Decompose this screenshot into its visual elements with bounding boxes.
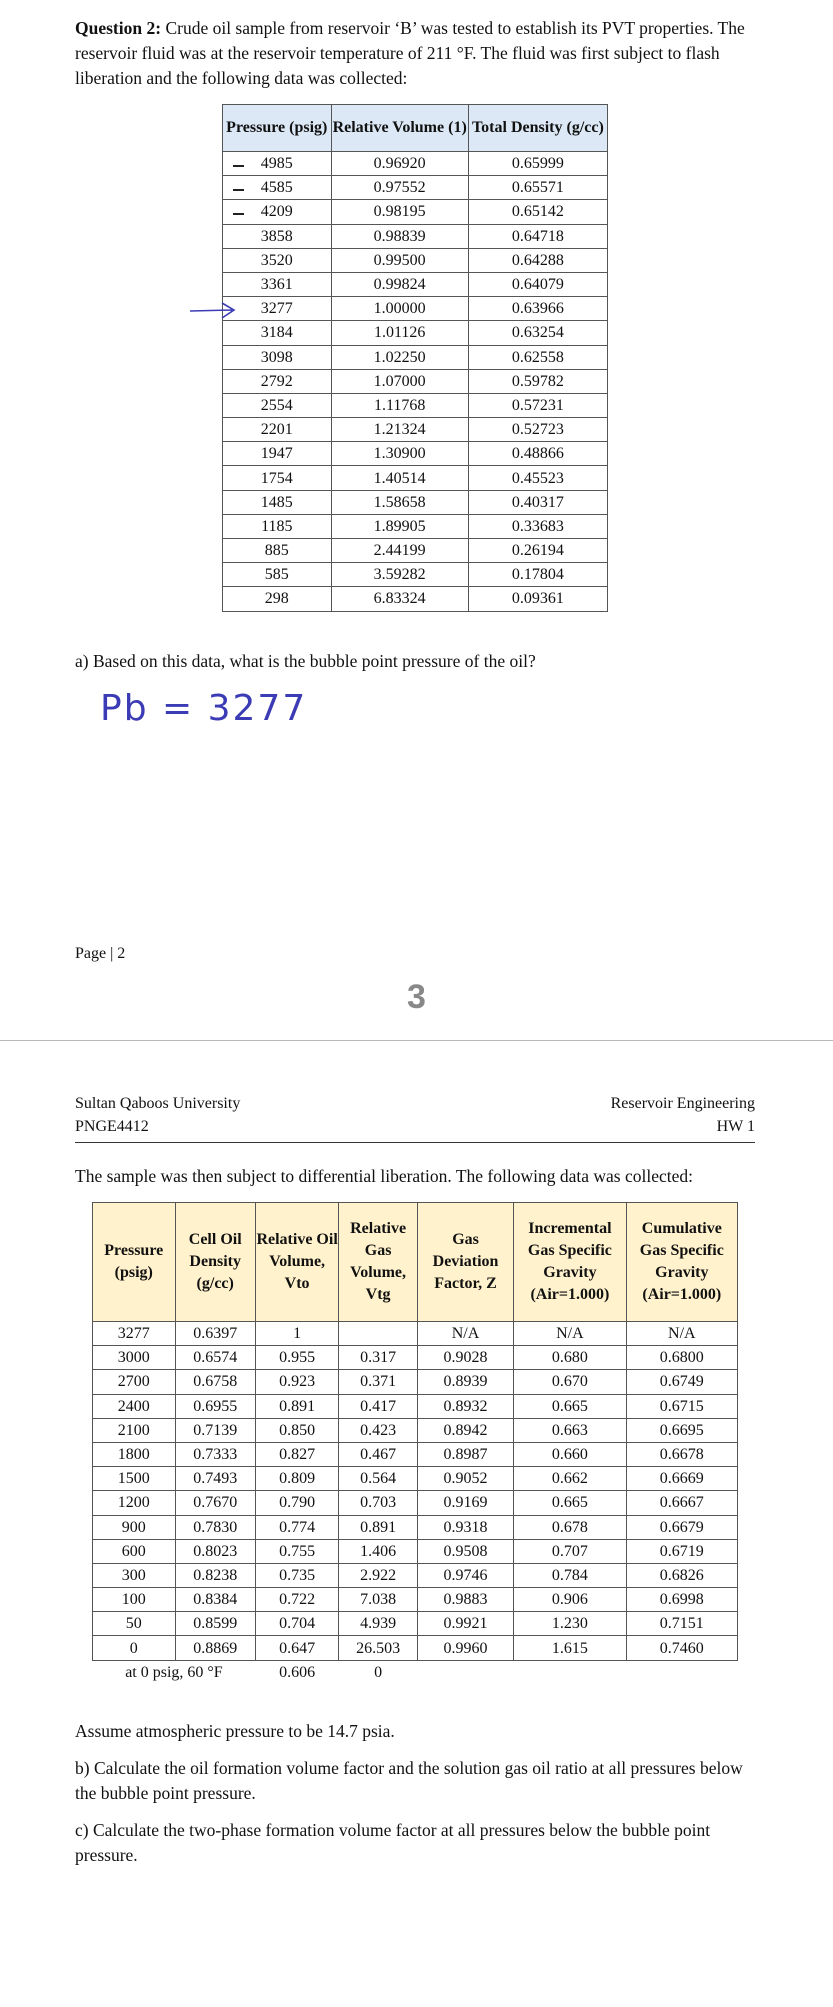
table-cell: 1.21324 <box>331 418 468 442</box>
table-cell: 0.63966 <box>468 297 607 321</box>
table-cell: 0.64079 <box>468 272 607 296</box>
table-cell: 1200 <box>93 1491 176 1515</box>
table-cell: 0.6397 <box>175 1322 255 1346</box>
table-cell: 1485 <box>223 490 332 514</box>
table-row <box>223 152 608 176</box>
table-cell: 0.8023 <box>175 1539 255 1563</box>
question-label: Question 2: <box>75 18 162 38</box>
table-row <box>93 1442 738 1466</box>
table-cell: 1500 <box>93 1467 176 1491</box>
table-cell: 3000 <box>93 1346 176 1370</box>
table-cell: 0.6574 <box>175 1346 255 1370</box>
table-cell: 0.850 <box>255 1418 338 1442</box>
table-cell: 0.417 <box>339 1394 418 1418</box>
table-row <box>93 1491 738 1515</box>
table-row <box>93 1394 738 1418</box>
university-name: Sultan Qaboos University <box>75 1095 241 1112</box>
table-row <box>93 1539 738 1563</box>
table-cell: 0.703 <box>339 1491 418 1515</box>
table-row <box>223 369 608 393</box>
table-cell: 0.33683 <box>468 514 607 538</box>
table-cell: 0.99500 <box>331 248 468 272</box>
table-cell: 0.98839 <box>331 224 468 248</box>
table-cell: 0.6955 <box>175 1394 255 1418</box>
table-cell: 0.63254 <box>468 321 607 345</box>
table-cell: 0.680 <box>514 1346 626 1370</box>
table-cell: 0.9052 <box>417 1467 513 1491</box>
table-cell: 0.64718 <box>468 224 607 248</box>
table-cell: 0.7460 <box>626 1636 737 1660</box>
table-cell: 1.406 <box>339 1539 418 1563</box>
table-cell: 0.784 <box>514 1563 626 1587</box>
question-body: Crude oil sample from reservoir ‘B’ was tested to establish its PVT properties. The reservoir fluid was at the reservoir temperature of 211 °F. The fluid was first subject to flash liberation and the following data was collected: <box>75 18 745 88</box>
table-row <box>93 1636 738 1660</box>
differential-liberation-table <box>92 1202 738 1684</box>
page-header-right <box>611 1092 755 1138</box>
diff-header-relative-oil-volume: Relative Oil Volume, Vto <box>255 1203 338 1322</box>
table-cell: 0.9508 <box>417 1539 513 1563</box>
table-row <box>223 248 608 272</box>
table-cell: 4.939 <box>339 1612 418 1636</box>
table-row <box>223 224 608 248</box>
table-cell: 6.83324 <box>331 587 468 611</box>
table-cell: 0.9883 <box>417 1588 513 1612</box>
diff-header-gas-deviation: Gas Deviation Factor, Z <box>417 1203 513 1322</box>
table-cell: at 0 psig, 60 °F <box>125 1663 223 1681</box>
table-cell: 0 <box>374 1663 383 1681</box>
table-cell: 7.038 <box>339 1588 418 1612</box>
diff-header-cumulative-sg: Cumulative Gas Specific Gravity (Air=1.000) <box>626 1203 737 1322</box>
table-row <box>223 345 608 369</box>
table-cell: 0.97552 <box>331 176 468 200</box>
table-cell: 2.44199 <box>331 539 468 563</box>
table-cell: N/A <box>514 1322 626 1346</box>
table-cell: 2400 <box>93 1394 176 1418</box>
table-row <box>223 321 608 345</box>
diff-header-oil-density: Cell Oil Density (g/cc) <box>175 1203 255 1322</box>
table-cell: 0.7670 <box>175 1491 255 1515</box>
table-cell: 0.665 <box>514 1394 626 1418</box>
table-cell: 1.00000 <box>331 297 468 321</box>
table-cell <box>417 1660 737 1684</box>
table-cell: 1.01126 <box>331 321 468 345</box>
table-cell: 0.722 <box>255 1588 338 1612</box>
table-cell: 0.8238 <box>175 1563 255 1587</box>
table-cell: 1.58658 <box>331 490 468 514</box>
table-cell: 0.6678 <box>626 1442 737 1466</box>
table-cell: 0.6998 <box>626 1588 737 1612</box>
table-row <box>223 466 608 490</box>
table-cell: 100 <box>93 1588 176 1612</box>
table-cell: 0.774 <box>255 1515 338 1539</box>
handwritten-answer: Pb = 3277 <box>100 688 308 729</box>
table-cell: 1.07000 <box>331 369 468 393</box>
table-cell: 0.707 <box>514 1539 626 1563</box>
table-cell: 1185 <box>223 514 332 538</box>
table-row <box>223 272 608 296</box>
table-cell: 0.923 <box>255 1370 338 1394</box>
table-cell: 1.615 <box>514 1636 626 1660</box>
flash-header-total-density: Total Density (g/cc) <box>468 105 607 152</box>
table-cell: 1.02250 <box>331 345 468 369</box>
table-cell: 900 <box>93 1515 176 1539</box>
table-cell: 0.6749 <box>626 1370 737 1394</box>
table-cell: 0.6719 <box>626 1539 737 1563</box>
table-cell: 0.6715 <box>626 1394 737 1418</box>
table-cell: 0.423 <box>339 1418 418 1442</box>
table-cell: 0.7139 <box>175 1418 255 1442</box>
table-cell: 0.9746 <box>417 1563 513 1587</box>
table-cell: 0.6695 <box>626 1418 737 1442</box>
table-cell: 600 <box>93 1539 176 1563</box>
table-cell: 0.96920 <box>331 152 468 176</box>
table-cell: 2554 <box>223 393 332 417</box>
table-cell: 26.503 <box>339 1636 418 1660</box>
flash-header-relative-volume: Relative Volume (1) <box>331 105 468 152</box>
table-cell: 0.48866 <box>468 442 607 466</box>
differential-intro: The sample was then subject to differential liberation. The following data was collected: <box>75 1166 693 1186</box>
table-cell: 0.6800 <box>626 1346 737 1370</box>
table-cell: 0.52723 <box>468 418 607 442</box>
diff-header-relative-gas-volume: Relative Gas Volume, Vtg <box>339 1203 418 1322</box>
table-cell <box>339 1322 418 1346</box>
table-cell: 0.7151 <box>626 1612 737 1636</box>
table-cell: 0.8384 <box>175 1588 255 1612</box>
page-header-left <box>75 1092 240 1138</box>
page-3 <box>0 1040 833 2007</box>
handwritten-dash-mark <box>233 213 244 215</box>
table-cell: 0.663 <box>514 1418 626 1442</box>
table-cell: 0.17804 <box>468 563 607 587</box>
header-rule <box>75 1142 755 1143</box>
table-row <box>93 1418 738 1442</box>
question-text <box>75 16 765 91</box>
table-cell: 4209 <box>223 200 332 224</box>
table-cell: 0.7333 <box>175 1442 255 1466</box>
table-cell: 3520 <box>223 248 332 272</box>
table-cell: 3277 <box>93 1322 176 1346</box>
table-cell: 0.7830 <box>175 1515 255 1539</box>
table-row-standard-conditions <box>93 1660 738 1684</box>
assumption-text: Assume atmospheric pressure to be 14.7 psia. <box>75 1721 395 1741</box>
table-cell: 885 <box>223 539 332 563</box>
table-cell: 0.9169 <box>417 1491 513 1515</box>
table-row <box>223 539 608 563</box>
table-row <box>93 1346 738 1370</box>
table-cell: 2.922 <box>339 1563 418 1587</box>
table-cell: 0 <box>93 1636 176 1660</box>
table-cell: 0.704 <box>255 1612 338 1636</box>
table-cell: 0.45523 <box>468 466 607 490</box>
table-cell: 0.9960 <box>417 1636 513 1660</box>
handwritten-dash-mark <box>233 165 244 167</box>
table-cell: 300 <box>93 1563 176 1587</box>
table-cell: 0.809 <box>255 1467 338 1491</box>
table-cell: 0.64288 <box>468 248 607 272</box>
table-row <box>223 514 608 538</box>
table-cell: 0.8987 <box>417 1442 513 1466</box>
table-cell: 0.65999 <box>468 152 607 176</box>
table-row <box>223 176 608 200</box>
table-row <box>223 297 608 321</box>
table-cell: 0.790 <box>255 1491 338 1515</box>
table-cell: 50 <box>93 1612 176 1636</box>
table-cell: 0.8939 <box>417 1370 513 1394</box>
table-cell: 0.467 <box>339 1442 418 1466</box>
table-cell: 3184 <box>223 321 332 345</box>
table-cell: 0.8599 <box>175 1612 255 1636</box>
table-row <box>93 1612 738 1636</box>
table-cell: 0.660 <box>514 1442 626 1466</box>
table-cell: 1947 <box>223 442 332 466</box>
table-cell: 0.09361 <box>468 587 607 611</box>
table-cell: 0.606 <box>279 1663 316 1681</box>
table-row <box>93 1515 738 1539</box>
table-cell: 0.6758 <box>175 1370 255 1394</box>
table-cell: 0.8869 <box>175 1636 255 1660</box>
table-cell: 2201 <box>223 418 332 442</box>
table-cell: 3098 <box>223 345 332 369</box>
table-row <box>93 1467 738 1491</box>
table-cell: 1.11768 <box>331 393 468 417</box>
page-number: 3 <box>407 978 426 1016</box>
table-cell: 0.755 <box>255 1539 338 1563</box>
table-row <box>223 442 608 466</box>
table-cell: 0.371 <box>339 1370 418 1394</box>
table-cell: 0.8942 <box>417 1418 513 1442</box>
table-cell: 0.7493 <box>175 1467 255 1491</box>
table-cell: 0.6679 <box>626 1515 737 1539</box>
table-cell: 4985 <box>223 152 332 176</box>
table-cell: 0.6667 <box>626 1491 737 1515</box>
table-row <box>223 200 608 224</box>
table-cell: 0.65142 <box>468 200 607 224</box>
table-cell: 0.891 <box>255 1394 338 1418</box>
table-cell: 0.564 <box>339 1467 418 1491</box>
table-cell: 0.62558 <box>468 345 607 369</box>
course-code: PNGE4412 <box>75 1118 149 1135</box>
table-row <box>223 563 608 587</box>
table-cell: 4585 <box>223 176 332 200</box>
table-cell: 1754 <box>223 466 332 490</box>
table-row <box>223 418 608 442</box>
table-row <box>93 1588 738 1612</box>
flash-header-pressure: Pressure (psig) <box>223 105 332 152</box>
table-cell: 0.9921 <box>417 1612 513 1636</box>
table-cell: 3277 <box>223 297 332 321</box>
table-cell: 0.40317 <box>468 490 607 514</box>
table-cell: 3361 <box>223 272 332 296</box>
table-cell: 0.6826 <box>626 1563 737 1587</box>
table-cell: 0.9318 <box>417 1515 513 1539</box>
table-cell: 0.9028 <box>417 1346 513 1370</box>
table-cell: 0.665 <box>514 1491 626 1515</box>
page-label: Page | 2 <box>75 945 126 962</box>
part-a-question: a) Based on this data, what is the bubble point pressure of the oil? <box>75 651 536 671</box>
table-cell: 0.6669 <box>626 1467 737 1491</box>
handwritten-arrow-icon <box>188 299 240 323</box>
handwritten-dash-mark <box>233 189 244 191</box>
table-cell: 3.59282 <box>331 563 468 587</box>
table-cell: 0.662 <box>514 1467 626 1491</box>
table-cell: 1.89905 <box>331 514 468 538</box>
table-cell: 298 <box>223 587 332 611</box>
diff-header-pressure: Pressure (psig) <box>93 1203 176 1322</box>
table-cell: 2792 <box>223 369 332 393</box>
table-row <box>223 393 608 417</box>
table-cell: 1.230 <box>514 1612 626 1636</box>
table-cell: 0.26194 <box>468 539 607 563</box>
table-cell: 1.30900 <box>331 442 468 466</box>
part-c-question: c) Calculate the two-phase formation volume factor at all pressures below the bubble point pressure. <box>75 1820 711 1865</box>
table-cell: N/A <box>417 1322 513 1346</box>
table-cell: 0.98195 <box>331 200 468 224</box>
table-cell: 2700 <box>93 1370 176 1394</box>
table-cell: N/A <box>626 1322 737 1346</box>
course-title: Reservoir Engineering <box>610 1095 755 1112</box>
table-row <box>223 587 608 611</box>
table-cell: 0.647 <box>255 1636 338 1660</box>
table-cell: 0.678 <box>514 1515 626 1539</box>
table-cell: 1.40514 <box>331 466 468 490</box>
table-cell: 585 <box>223 563 332 587</box>
table-cell: 0.891 <box>339 1515 418 1539</box>
table-cell: 0.827 <box>255 1442 338 1466</box>
table-cell: 0.670 <box>514 1370 626 1394</box>
table-cell: 0.99824 <box>331 272 468 296</box>
table-row <box>93 1563 738 1587</box>
table-cell: 3858 <box>223 224 332 248</box>
flash-liberation-table <box>222 104 608 612</box>
assignment-id: HW 1 <box>716 1118 755 1135</box>
table-row <box>223 490 608 514</box>
table-cell: 0.955 <box>255 1346 338 1370</box>
part-b-question: b) Calculate the oil formation volume factor and the solution gas oil ratio at all pressures below the bubble point pressure. <box>75 1758 743 1803</box>
diff-header-incremental-sg: Incremental Gas Specific Gravity (Air=1.000) <box>514 1203 626 1322</box>
table-cell: 0.735 <box>255 1563 338 1587</box>
table-cell: 0.8932 <box>417 1394 513 1418</box>
table-cell: 0.57231 <box>468 393 607 417</box>
table-row <box>93 1322 738 1346</box>
table-cell: 1800 <box>93 1442 176 1466</box>
table-cell: 1 <box>255 1322 338 1346</box>
table-row <box>93 1370 738 1394</box>
table-cell: 0.906 <box>514 1588 626 1612</box>
table-cell: 0.317 <box>339 1346 418 1370</box>
table-cell: 2100 <box>93 1418 176 1442</box>
table-cell: 0.65571 <box>468 176 607 200</box>
page-divider <box>0 1040 833 1041</box>
table-cell: 0.59782 <box>468 369 607 393</box>
